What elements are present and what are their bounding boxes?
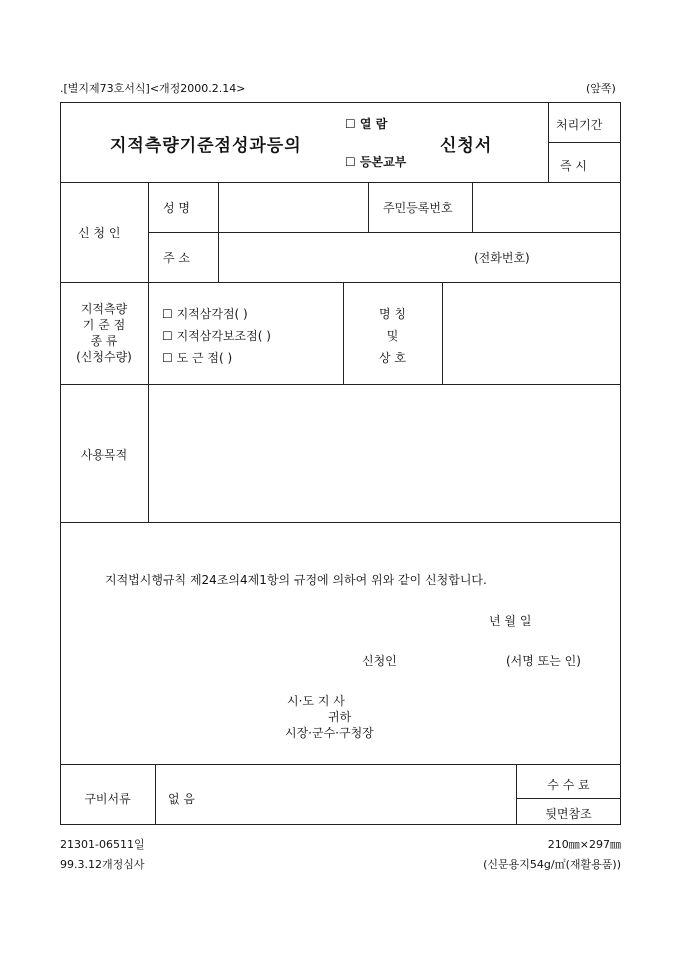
divider-declaration-bottom — [60, 764, 621, 765]
paper-type: (신문용지54g/㎡(재활용품)) — [483, 858, 621, 871]
purpose-label: 사용목적 — [80, 448, 128, 462]
divider-period — [548, 142, 621, 143]
required-documents-label: 구비서류 — [84, 792, 131, 806]
checkbox-copy-issue[interactable]: ☐ 등본교부 — [345, 155, 407, 169]
name-label: 성 명 — [163, 201, 190, 215]
fee-value: 뒷면참조 — [545, 807, 592, 821]
form-title: 지적측량기준점성과등의 — [110, 136, 302, 156]
processing-period-value: 즉 시 — [560, 159, 587, 173]
point-type-label-2: 기 준 점 — [82, 318, 126, 332]
divider-title-period — [548, 102, 549, 182]
addressee-mayor: 시장·군수·구청장 — [285, 726, 374, 740]
address-label: 주 소 — [163, 251, 190, 265]
divider-id-value — [472, 182, 473, 232]
divider-purpose-bottom — [60, 522, 621, 523]
divider-applicant-bottom — [60, 282, 621, 283]
divider-title-bottom — [60, 182, 621, 183]
phone-label: (전화번호) — [474, 251, 530, 265]
processing-period-label: 처리기간 — [556, 118, 603, 132]
addressee-governor: 시·도 지 사 — [287, 694, 345, 708]
signature-placeholder[interactable]: (서명 또는 인) — [506, 654, 581, 668]
declaration-statement: 지적법시행규칙 제24조의4제1항의 규정에 의하여 위와 같이 신청합니다. — [105, 573, 487, 587]
point-type-label-3: 종 류 — [90, 334, 118, 348]
checkbox-view[interactable]: ☐ 열 람 — [345, 117, 388, 131]
divider-name-id — [368, 182, 369, 232]
divider-field-label — [218, 182, 219, 282]
applicant-signature-label: 신청인 — [362, 654, 397, 668]
divider-label-column — [148, 182, 149, 522]
review-note: 99.3.12개정심사 — [60, 858, 145, 871]
applicant-section-label: 신 청 인 — [78, 226, 121, 240]
fee-label: 수 수 료 — [547, 778, 590, 792]
business-name-label-1: 명 칭 — [379, 307, 406, 321]
divider-name-value — [442, 282, 443, 384]
form-code: 21301-06511일 — [60, 838, 145, 851]
checkbox-traverse-point[interactable]: ☐ 도 근 점( ) — [162, 351, 233, 365]
addressee-honorific: 귀하 — [328, 710, 352, 724]
date-line[interactable]: 년 월 일 — [489, 614, 532, 628]
form-title-suffix: 신청서 — [440, 136, 493, 156]
form-number: .[별지제73호서식]<개정2000.2.14> — [60, 82, 246, 95]
point-type-label-1: 지적측량 — [80, 302, 128, 316]
checkbox-triangulation-point[interactable]: ☐ 지적삼각점( ) — [162, 307, 248, 321]
page-side-label: (앞쪽) — [586, 82, 616, 95]
point-type-label-4: (신청수량) — [76, 350, 132, 364]
paper-size: 210㎜×297㎜ — [547, 838, 621, 851]
resident-id-label: 주민등록번호 — [383, 201, 453, 215]
business-name-label-2: 및 — [386, 329, 399, 343]
required-documents-value: 없 음 — [168, 792, 195, 806]
business-name-label-3: 상 호 — [379, 351, 406, 365]
divider-fee — [516, 798, 621, 799]
checkbox-triangulation-aux-point[interactable]: ☐ 지적삼각보조점( ) — [162, 329, 271, 343]
divider-type-bottom — [60, 384, 621, 385]
divider-docs-label — [155, 764, 156, 825]
